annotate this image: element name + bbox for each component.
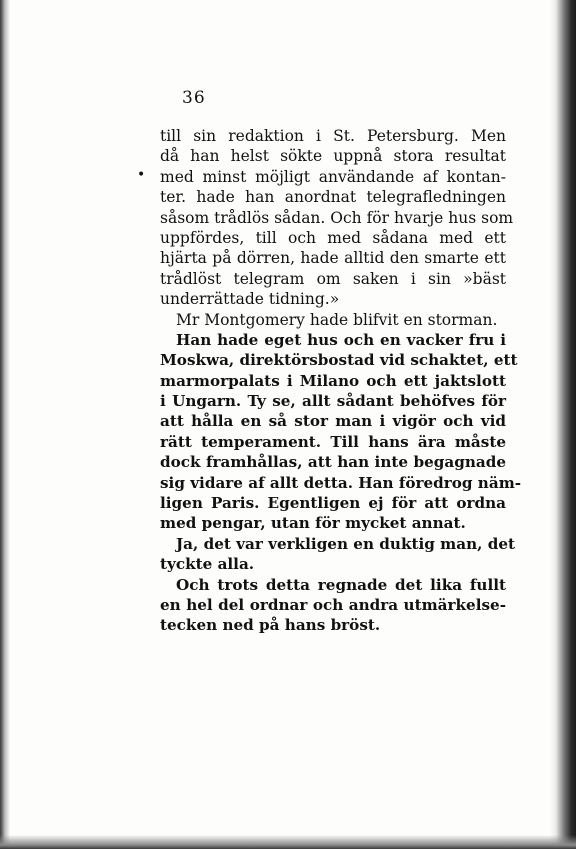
text-line: en hel del ordnar och andra utmärkelse- — [160, 595, 506, 614]
text-line: med minst möjligt användande af kontan- — [160, 167, 506, 186]
text-line: marmorpalats i Milano och ett jaktslott — [160, 371, 506, 390]
text-line: då han helst sökte uppnå stora resultat — [160, 147, 506, 166]
margin-mark: • — [137, 167, 146, 183]
page-bottom-edge-shadow — [0, 835, 576, 849]
text-line: ter. hade han anordnat telegrafledningen — [160, 188, 506, 207]
text-line: underrättade tidning.» — [160, 290, 340, 309]
text-line: till sin redaktion i St. Petersburg. Men — [160, 127, 506, 145]
text-line: ligen Paris. Egentligen ej för att ordna — [160, 494, 506, 513]
text-line: Och trots detta regnade det lika fullt — [176, 575, 506, 594]
text-line: att hålla en så stor man i vigör och vid — [160, 412, 506, 431]
text-line: såsom trådlös sådan. Och för hvarje hus som — [160, 208, 514, 227]
text-line: tyckte alla. — [160, 555, 255, 574]
page-number: 36 — [182, 88, 206, 108]
text-line: uppfördes, till och med sådana med ett — [160, 228, 506, 247]
text-line: Han hade eget hus och en vacker fru i — [176, 330, 506, 349]
body-text — [160, 126, 522, 636]
paragraph-2 — [160, 310, 506, 330]
text-line: dock framhållas, att han inte begagnade — [160, 453, 506, 472]
text-line: sig vidare af allt detta. Han föredrog näm- — [160, 473, 522, 492]
paragraph-5 — [160, 575, 506, 636]
text-line: med pengar, utan för mycket annat. — [160, 514, 466, 533]
page-right-edge-shadow — [550, 0, 576, 849]
paragraph-3 — [160, 330, 522, 534]
text-line: rätt temperament. Till hans ära måste — [160, 432, 506, 451]
paragraph-1 — [160, 126, 514, 310]
text-line: trådlöst telegram om saken i sin »bäst — [160, 269, 506, 288]
text-line: hjärta på dörren, hade alltid den smarte ett — [160, 249, 506, 268]
text-line: tecken ned på hans bröst. — [160, 616, 381, 635]
page-left-edge-shadow — [0, 0, 10, 849]
text-line: Moskwa, direktörsbostad vid schaktet, ett — [160, 351, 518, 370]
text-line: Mr Montgomery hade blifvit en storman. — [176, 310, 498, 329]
text-line: Ja, det var verkligen en duktig man, det — [176, 534, 515, 553]
paragraph-4 — [160, 534, 515, 575]
text-line: i Ungarn. Ty se, allt sådant behöfves för — [160, 392, 506, 411]
